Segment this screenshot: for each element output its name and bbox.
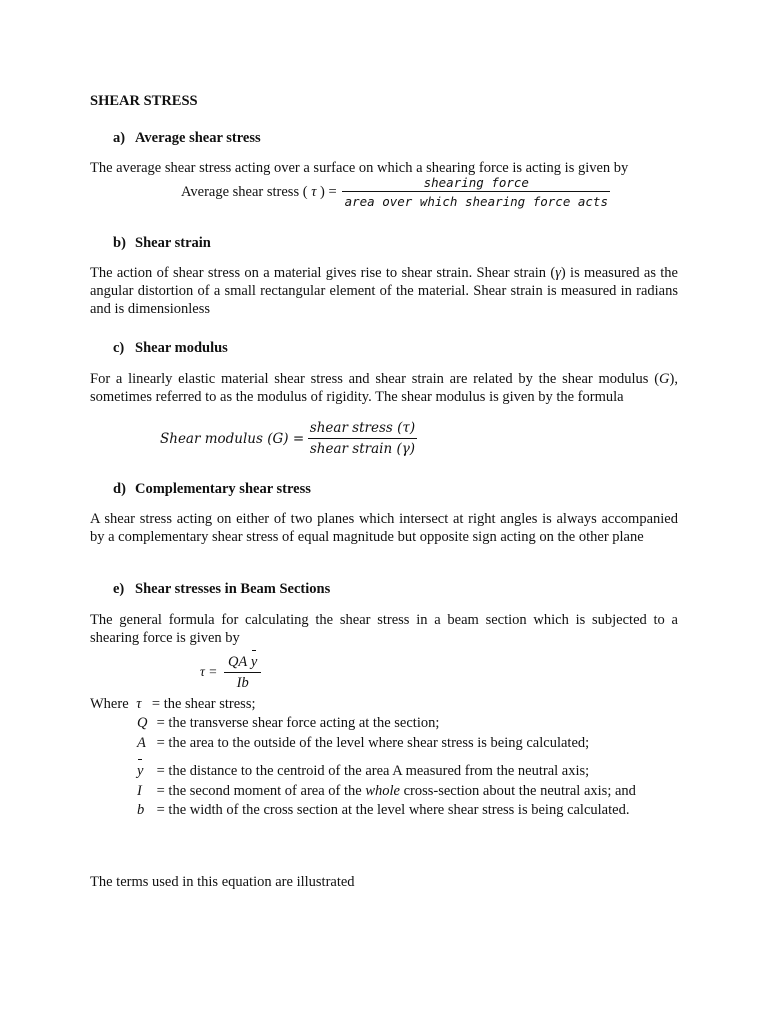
where-symbol-ybar: y [137,763,144,779]
section-b-heading [113,235,211,252]
where-row-ybar [137,763,589,780]
where-row-b [137,802,629,819]
where-row-tau [90,696,256,713]
section-d-title: Complementary shear stress [135,481,311,497]
where-row-i [137,783,636,800]
fraction-denominator: area over which shearing force acts [342,191,610,209]
section-a-heading [113,130,261,147]
shear-modulus-lhs: Shear modulus (G) = [160,430,305,447]
beam-shear-formula [200,652,261,692]
section-e-heading [113,581,330,598]
section-e-body: The general formula for calculating the shear stress in a beam section which is subjected to a shearing force is given by [90,612,678,646]
section-e-title: Shear stresses in Beam Sections [135,581,331,597]
section-e-label: e) [113,581,125,597]
where-text-tau: = the shear stress; [151,696,256,712]
where-row-a [137,735,589,752]
where-text-i-1: = the second moment of area of the [156,783,362,799]
section-c-heading [113,340,228,357]
beam-shear-lhs: τ = [200,664,218,679]
section-a-body: The average shear stress acting over a surface on which a shearing force is acting is given by [90,160,629,176]
where-text-a: = the area to the outside of the level where shear stress is being calculated; [156,735,590,751]
average-shear-formula-lhs: Average shear stress ( τ ) = [181,183,337,200]
page-title: SHEAR STRESS [90,93,198,109]
shear-modulus-denominator: shear strain (γ) [308,438,417,457]
section-c-label: c) [113,340,125,356]
gamma-symbol: γ [555,265,561,281]
where-symbol-i: I [137,783,142,799]
section-d-label: d) [113,481,126,497]
where-text-b: = the width of the cross section at the level where shear stress is being calculated. [156,802,630,818]
shear-modulus-fraction [308,420,417,457]
where-symbol-q: Q [137,715,148,731]
average-shear-formula [181,175,610,209]
beam-shear-denominator: Ib [224,672,261,692]
where-text-i-2: cross-section about the neutral axis; and [403,783,636,799]
y-bar-symbol: y [250,654,258,670]
shear-modulus-numerator: shear stress (τ) [309,420,416,436]
beam-shear-numerator: QA y [227,654,258,670]
section-d-body: A shear stress acting on either of two planes which intersect at right angles is always accompanied by a complementary shear stress of equal magnitude but opposite sign acting on the other plane [90,511,678,545]
closing-text: The terms used in this equation are illustrated [90,874,355,890]
where-text-q: = the transverse shear force acting at the section; [156,715,440,731]
section-b-label: b) [113,235,126,251]
average-shear-fraction [342,175,610,209]
section-d-heading [113,481,311,498]
where-row-q [137,715,439,732]
section-b-title: Shear strain [135,235,211,251]
section-c-body: For a linearly elastic material shear stress and shear strain are related by the shear modulus (G), sometimes referred to as the modulus of rigidity. The shear modulus is given by the formula [90,371,678,405]
where-symbol-ybar-wrap [137,763,153,780]
where-symbol-tau: τ [136,696,142,712]
tau-symbol: τ [311,183,317,200]
where-intro: Where [90,696,129,712]
shear-modulus-formula [160,420,417,457]
section-a-label: a) [113,130,126,146]
where-text-i-emph: whole [365,783,400,799]
where-text-ybar: = the distance to the centroid of the area A measured from the neutral axis; [156,763,590,779]
section-c-title: Shear modulus [135,340,228,356]
where-symbol-a: A [137,735,146,751]
fraction-numerator: shearing force [423,175,529,190]
g-symbol: G [659,371,670,387]
section-a-title: Average shear stress [135,130,261,146]
section-b-body: The action of shear stress on a material gives rise to shear strain. Shear strain (γ) is measured as the angular distortion of a small rectangular element of the material. Shear strain is measured in radians and is dimensionless [90,265,678,317]
beam-shear-fraction [224,652,261,692]
where-symbol-b: b [137,802,145,818]
